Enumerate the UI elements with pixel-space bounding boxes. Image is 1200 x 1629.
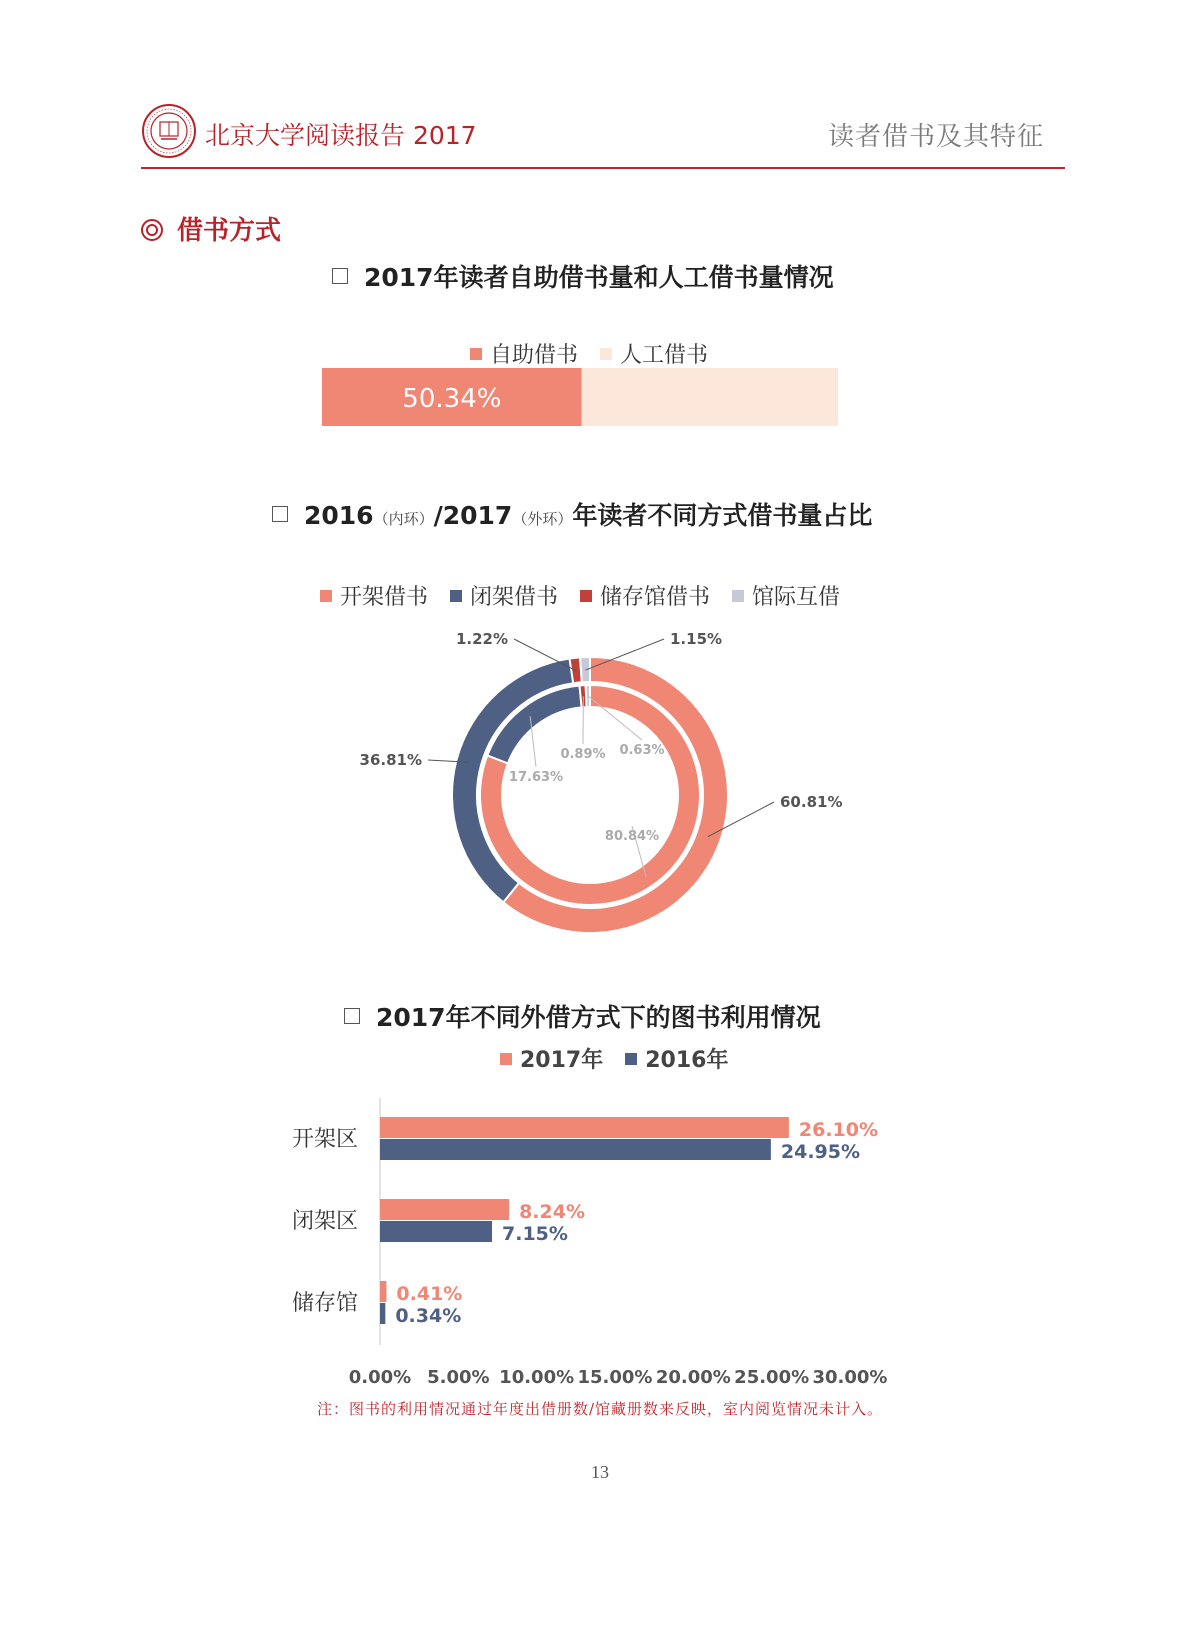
x-tick-label: 10.00% [499,1367,575,1388]
chart2-title: 2016（内环）/2017（外环）年读者不同方式借书量占比 [272,496,872,532]
header-divider [141,167,1065,169]
chart1-stacked-bar [320,366,840,428]
section-heading [141,210,281,247]
data-label: 17.63% [508,770,564,785]
legend-item: 开架借书 [320,580,428,611]
bar [380,1281,386,1302]
legend-swatch [500,1053,512,1065]
x-tick-label: 15.00% [577,1367,653,1388]
report-title: 北京大学阅读报告 2017 [205,121,477,150]
bar [380,1221,492,1242]
legend-item: 自助借书 [470,338,578,369]
data-label: 26.10% [798,1119,879,1141]
legend-item: 闭架借书 [450,580,558,611]
section-title: 借书方式 [177,216,282,246]
data-label: 0.34% [395,1305,462,1327]
checkbox-square-icon [272,506,288,522]
chart1-legend [470,338,730,369]
double-circle-icon [141,219,163,241]
legend-item: 2016年 [625,1043,728,1074]
checkbox-square-icon [332,268,348,284]
data-label: 80.84% [604,829,660,844]
bar [380,1139,771,1160]
legend-item: 储存馆借书 [580,580,710,611]
stacked-bar-segment [582,368,838,426]
category-label: 闭架区 [291,1209,358,1234]
x-tick-label: 30.00% [812,1367,888,1388]
legend-swatch [580,590,592,602]
bar [380,1303,385,1324]
footnote: 注：图书的利用情况通过年度出借册数/馆藏册数来反映，室内阅览情况未计入。 [316,1400,884,1418]
page-number: 13 [591,1462,609,1482]
x-tick-label: 5.00% [427,1367,490,1388]
legend-swatch [600,348,612,360]
legend-swatch [320,590,332,602]
chart3-legend [500,1043,750,1074]
data-label: 1.15% [670,630,723,648]
data-label: 36.81% [359,751,422,769]
data-label: 24.95% [780,1141,861,1163]
data-label: 60.81% [780,793,843,811]
legend-swatch [732,590,744,602]
chart3-title: 2017年不同外借方式下的图书利用情况 [344,998,821,1034]
x-tick-label: 20.00% [655,1367,731,1388]
chapter-title: 读者借书及其特征 [827,122,1044,152]
university-seal-logo [141,103,197,159]
x-tick-label: 25.00% [734,1367,810,1388]
data-label: 7.15% [502,1223,568,1245]
chart2-legend [320,580,862,611]
data-label: 1.22% [455,630,508,648]
legend-item: 馆际互借 [732,580,840,611]
data-label: 0.63% [619,743,665,758]
bar [380,1117,789,1138]
legend-swatch [470,348,482,360]
category-label: 开架区 [291,1127,358,1152]
data-label: 0.89% [560,747,606,762]
bar [380,1199,509,1220]
data-label: 0.41% [396,1283,463,1305]
checkbox-square-icon [344,1008,360,1024]
category-label: 储存馆 [291,1291,358,1316]
chart3-grouped-bar [280,1090,920,1400]
chart2-double-donut [340,615,860,955]
legend-item: 人工借书 [600,338,708,369]
data-label: 50.34% [402,384,502,414]
legend-item: 2017年 [500,1043,603,1074]
x-tick-label: 0.00% [348,1367,412,1388]
legend-swatch [625,1053,637,1065]
donut-slice [580,657,590,682]
chart1-title: 2017年读者自助借书量和人工借书量情况 [332,258,834,294]
legend-swatch [450,590,462,602]
data-label: 8.24% [519,1201,586,1223]
donut-slice [586,685,590,707]
